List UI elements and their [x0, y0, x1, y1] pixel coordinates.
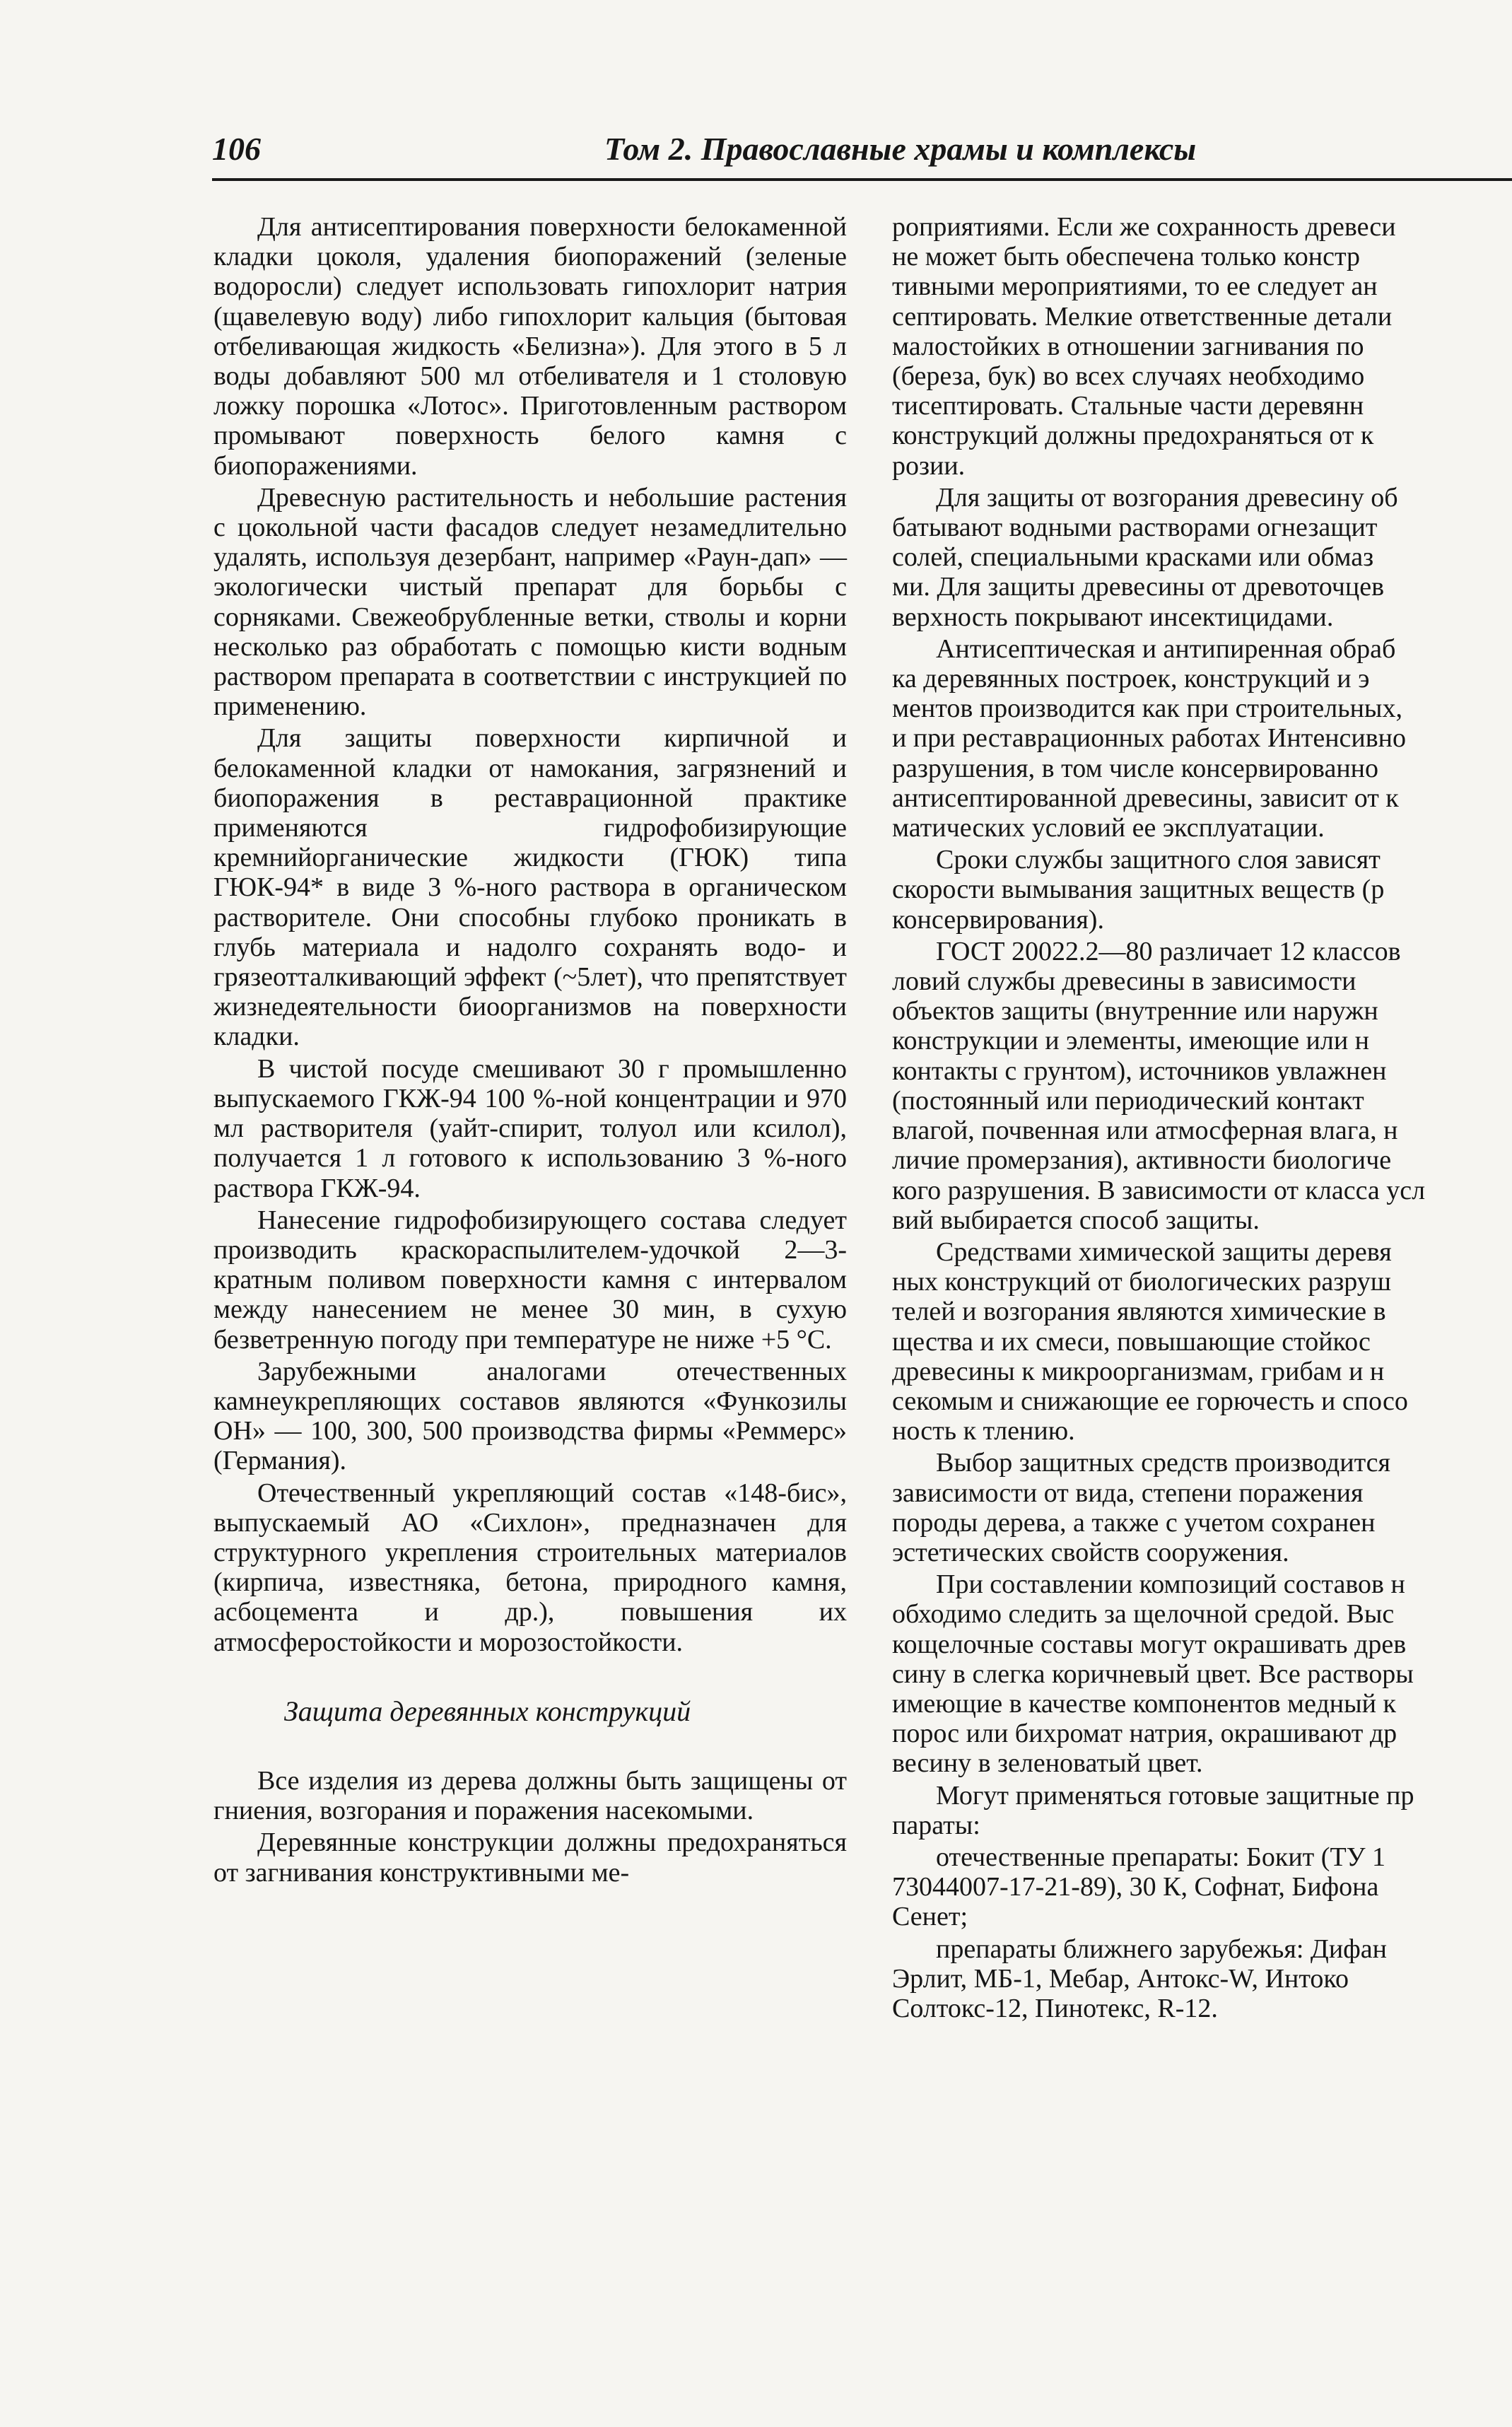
- left-column: [213, 212, 847, 1888]
- text-line: сину в слегка коричневый цвет. Все растворы: [892, 1659, 1414, 1689]
- text-line: влагой, почвенная или атмосферная влага, н: [892, 1116, 1398, 1146]
- text-line: солей, специальными красками или обмаз: [892, 542, 1374, 573]
- right-paragraph-gost-classes: [892, 937, 1512, 1235]
- left-paragraph-1: Для антисептирования поверхности белокаменной кладки цоколя, удаления биопоражений (зеленые водоросли) следует использовать гипохлорит натрия (щавелевую воду) либо гипохлорит кальция (бытовая отбеливающая жидкость «Белизна»). Для этого в 5 л воды добавляют 500 мл отбеливателя и 1 столовую ложку порошка «Лотос». Приготовленным раствором промывают поверхность белого камня с биопоражениями.: [213, 212, 847, 481]
- text-line: консервирования).: [892, 904, 1104, 935]
- text-line: разрушения, в том числе консервированно: [892, 753, 1378, 783]
- right-column: [892, 212, 1512, 2023]
- right-paragraph-alkaline: [892, 1569, 1512, 1778]
- text-line: вий выбирается способ защиты.: [892, 1205, 1260, 1235]
- left-paragraph-7: Отечественный укрепляющий состав «148-бис», выпускаемый АО «Сихлон», предназначен для структурного укрепления строительных материалов (кирпича, известняка, бетона, природного камня, асбоцемента и др.), повышения их атмосферостойкости и морозостойкости.: [213, 1478, 847, 1657]
- header-rule: [212, 178, 1512, 181]
- text-line: роприятиями. Если же сохранность древеси: [892, 212, 1396, 242]
- text-line: Средствами химической защиты деревя: [936, 1236, 1392, 1267]
- text-line: отечественные препараты: Бокит (ТУ 1: [936, 1842, 1386, 1872]
- text-line: щества и их смеси, повышающие стойкос: [892, 1326, 1371, 1357]
- text-line: розии.: [892, 450, 966, 481]
- left-paragraph-5: Нанесение гидрофобизирующего состава следует производить краскораспылителем-удочкой 2—3-кратным поливом поверхности камня с интервалом между нанесением не менее 30 мин, в сухую безветренную погоду при температуре не ниже +5 °С.: [213, 1205, 847, 1355]
- text-line: кого разрушения. В зависимости от класса усл: [892, 1175, 1426, 1205]
- left-paragraph-9: Деревянные конструкции должны предохраняться от загнивания конструктивными ме-: [213, 1827, 847, 1888]
- page-header: [212, 124, 1512, 188]
- text-line: Для защиты от возгорания древесину об: [936, 482, 1398, 513]
- text-line: Антисептическая и антипиренная обраб: [936, 633, 1396, 664]
- text-line: Выбор защитных средств производится: [936, 1448, 1390, 1478]
- text-line: скорости вымывания защитных веществ (р: [892, 875, 1385, 905]
- text-line: секомым и снижающие ее горючесть и спосо: [892, 1386, 1408, 1416]
- text-line: обходимо следить за щелочной средой. Выс: [892, 1599, 1395, 1630]
- running-title: Том 2. Православные храмы и комплексы: [604, 131, 1197, 167]
- right-paragraph-selection: [892, 1448, 1512, 1567]
- text-line: матических условий ее эксплуатации.: [892, 813, 1325, 843]
- text-line: Эрлит, МБ-1, Мебар, Антокс-W, Интоко: [892, 1963, 1349, 1994]
- right-paragraph-domestic: [892, 1842, 1512, 1932]
- text-line: имеющие в качестве компонентов медный к: [892, 1688, 1396, 1719]
- text-line: не может быть обеспечена только констр: [892, 242, 1361, 272]
- text-line: зависимости от вида, степени поражения: [892, 1478, 1364, 1508]
- text-line: 73044007-17-21-89), 30 К, Софнат, Бифона: [892, 1872, 1379, 1902]
- text-line: ГОСТ 20022.2—80 различает 12 классов: [936, 936, 1401, 966]
- text-line: верхность покрывают инсектицидами.: [892, 602, 1334, 632]
- text-line: породы дерева, а также с учетом сохранен: [892, 1507, 1376, 1538]
- text-line: При составлении композиций составов н: [936, 1569, 1405, 1600]
- text-line: препараты ближнего зарубежья: Дифан: [936, 1934, 1387, 1964]
- right-paragraph-continuation: [892, 212, 1512, 481]
- text-line: ных конструкций от биологических разруш: [892, 1267, 1392, 1297]
- right-paragraph-treatment: [892, 634, 1512, 843]
- text-line: древесины к микроорганизмам, грибам и н: [892, 1356, 1385, 1386]
- text-line: ми. Для защиты древесины от древоточцев: [892, 572, 1385, 602]
- section-heading: Защита деревянных конструкций: [284, 1695, 691, 1727]
- text-line: параты:: [892, 1810, 980, 1840]
- left-paragraph-8: Все изделия из дерева должны быть защищены от гниения, возгорания и поражения насекомыми.: [213, 1765, 847, 1826]
- text-line: конструкции и элементы, имеющие или н: [892, 1026, 1370, 1056]
- text-line: кощелочные составы могут окрашивать древ: [892, 1629, 1407, 1659]
- right-paragraph-near-abroad: [892, 1934, 1512, 2024]
- text-line: септировать. Мелкие ответственные детали: [892, 301, 1393, 332]
- text-line: эстетических свойств сооружения.: [892, 1537, 1289, 1567]
- text-line: конструкций должны предохраняться от к: [892, 421, 1374, 451]
- left-paragraph-4: В чистой посуде смешивают 30 г промышленно выпускаемого ГКЖ-94 100 %-ной концентрации и 970 мл растворителя (уайт-спирит, толуол или ксилол), получается 1 л готового к использованию 3 %-ного раствора ГКЖ-94.: [213, 1053, 847, 1203]
- text-line: (береза, бук) во всех случаях необходимо: [892, 361, 1365, 392]
- right-paragraph-fire-protection: [892, 483, 1512, 632]
- text-line: ность к тлению.: [892, 1416, 1075, 1446]
- text-line: весину в зеленоватый цвет.: [892, 1748, 1203, 1779]
- text-line: Сроки службы защитного слоя зависят: [936, 845, 1381, 875]
- text-line: личие промерзания), активности биологиче: [892, 1145, 1392, 1176]
- text-line: тисептировать. Стальные части деревянн: [892, 391, 1364, 421]
- page-number: 106: [212, 131, 261, 167]
- text-line: антисептированной древесины, зависит от к: [892, 783, 1399, 813]
- text-line: Сенет;: [892, 1902, 968, 1932]
- right-paragraph-ready-made: [892, 1781, 1512, 1840]
- left-paragraph-3: Для защиты поверхности кирпичной и белокаменной кладки от намокания, загрязнений и биопоражения в реставрационной практике применяются гидрофобизирующие кремнийорганические жидкости (ГЮК) типа ГЮК-94* в виде 3 %-ного раствора в органическом растворителе. Они способны глубоко проникать в глубь материала и надолго сохранять водо- и грязеотталкивающий эффект (~5лет), что препятствует жизнедеятельности биоорганизмов на поверхности кладки.: [213, 723, 847, 1052]
- left-paragraph-2: Древесную растительность и небольшие растения с цокольной части фасадов следует незамедлительно удалять, используя дезербант, например «Раун-дап» — экологически чистый препарат для борьбы с сорняками. Свежеобрубленные ветки, стволы и корни несколько раз обработать с помощью кисти водным раствором препарата в соответствии с инструкцией по применению.: [213, 482, 847, 722]
- text-line: (постоянный или периодический контакт: [892, 1085, 1364, 1116]
- text-line: контакты с грунтом), источников увлажнен: [892, 1055, 1387, 1086]
- left-paragraph-6: Зарубежными аналогами отечественных камнеукрепляющих составов являются «Функозилы ОН» — 100, 300, 500 производства фирмы «Реммерс» (Германия).: [213, 1356, 847, 1476]
- text-line: объектов защиты (внутренние или наружн: [892, 996, 1378, 1027]
- right-paragraph-chemical-protection: [892, 1237, 1512, 1446]
- text-line: порос или бихромат натрия, окрашивают др: [892, 1719, 1397, 1749]
- text-line: ка деревянных построек, конструкций и э: [892, 664, 1370, 694]
- text-line: телей и возгорания являются химические в: [892, 1297, 1386, 1327]
- right-paragraph-service-life: [892, 845, 1512, 935]
- text-line: ловий службы древесины в зависимости: [892, 966, 1356, 997]
- text-line: малостойких в отношении загнивания по: [892, 331, 1364, 361]
- text-line: тивными мероприятиями, то ее следует ан: [892, 271, 1378, 302]
- text-line: и при реставрационных работах Интенсивно: [892, 723, 1407, 754]
- text-line: Солтокс-12, Пинотекс, R-12.: [892, 1993, 1218, 2023]
- text-line: ментов производится как при строительных,: [892, 694, 1402, 724]
- text-line: Могут применяться готовые защитные пр: [936, 1780, 1414, 1811]
- text-line: батывают водными растворами огнезащит: [892, 513, 1378, 543]
